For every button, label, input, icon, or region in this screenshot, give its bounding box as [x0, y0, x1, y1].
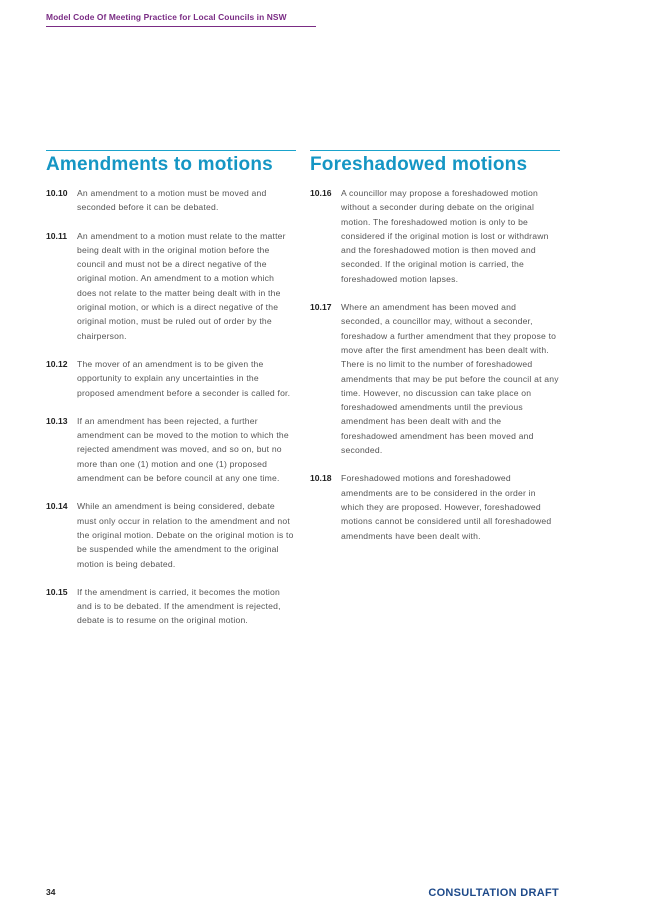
- clause-text: Where an amendment has been moved and seconded, a councillor may, without a seconder, foreshadow a further amendment that they propose to move after the first amendment has been dealt with. There is no limit to the number of foreshadowed amendments that may be put before the council at any time. However, no discussion can take place on foreshadowed amendments until the previous amendment has been dealt with and the foreshadowed amendment has been moved and seconded.: [341, 302, 559, 456]
- page-number: 34: [46, 887, 56, 897]
- section-title-foreshadowed: Foreshadowed motions: [310, 150, 560, 176]
- clause-number: 10.18: [310, 473, 332, 484]
- clause-number: 10.12: [46, 358, 68, 369]
- clause-text: A councillor may propose a foreshadowed motion without a seconder during debate on the original motion. The foreshadowed motion is only to be considered if the original motion is lost or withdrawn and the foreshadowed motion is then moved and seconded. If the original motion is carried, the foreshadowed motion lapses.: [341, 188, 549, 284]
- left-column: [46, 150, 296, 642]
- clause-text: An amendment to a motion must be moved and seconded before it can be debated.: [77, 188, 267, 213]
- clause-text: If the amendment is carried, it becomes the motion and is to be debated. If the amendment is rejected, debate is to resume on the original motion.: [77, 586, 281, 626]
- clause: [310, 186, 560, 286]
- clause: [310, 300, 560, 457]
- clause-text: If an amendment has been rejected, a further amendment can be moved to the motion to which the rejected amendment was moved, and so on, but no more than one (1) motion and one (1) proposed amendment can be before council at any one time.: [77, 415, 289, 484]
- clause-number: 10.14: [46, 501, 68, 512]
- clause-number: 10.17: [310, 302, 332, 313]
- clause-number: 10.11: [46, 230, 68, 241]
- clause: [46, 499, 296, 570]
- clause-text: Foreshadowed motions and foreshadowed amendments are to be considered in the order in which they are proposed. However, foreshadowed motions cannot be considered until all foreshadowed amendments have been dealt with.: [341, 473, 552, 541]
- clause: [310, 471, 560, 542]
- clause-number: 10.16: [310, 188, 332, 198]
- clause: [46, 229, 296, 343]
- running-header: Model Code Of Meeting Practice for Local Councils in NSW: [46, 12, 316, 27]
- clause-text: An amendment to a motion must relate to the matter being dealt with in the original motion before the council and must not be a direct negative of the original motion. An amendment to a motion which does not relate to the matter being dealt with in the original motion, or which is a direct negative of the original motion, must be ruled out of order by the chairperson.: [77, 230, 286, 341]
- consultation-draft-label: CONSULTATION DRAFT: [428, 887, 559, 899]
- clause-number: 10.10: [46, 188, 68, 198]
- right-column: [310, 150, 560, 557]
- clause-number: 10.13: [46, 415, 68, 426]
- clause: [46, 585, 296, 628]
- clause-number: 10.15: [46, 586, 68, 597]
- clause-text: The mover of an amendment is to be given the opportunity to explain any uncertainties in the proposed amendment before a seconder is called for.: [77, 358, 291, 398]
- clause: [46, 414, 296, 485]
- clause: [46, 186, 296, 215]
- clause-text: While an amendment is being considered, debate must only occur in relation to the amendment and not the original motion. Debate on the original motion is to be suspended while the amendment to the original motion is being debated.: [77, 501, 294, 569]
- section-title-amendments: Amendments to motions: [46, 150, 296, 176]
- clause: [46, 357, 296, 400]
